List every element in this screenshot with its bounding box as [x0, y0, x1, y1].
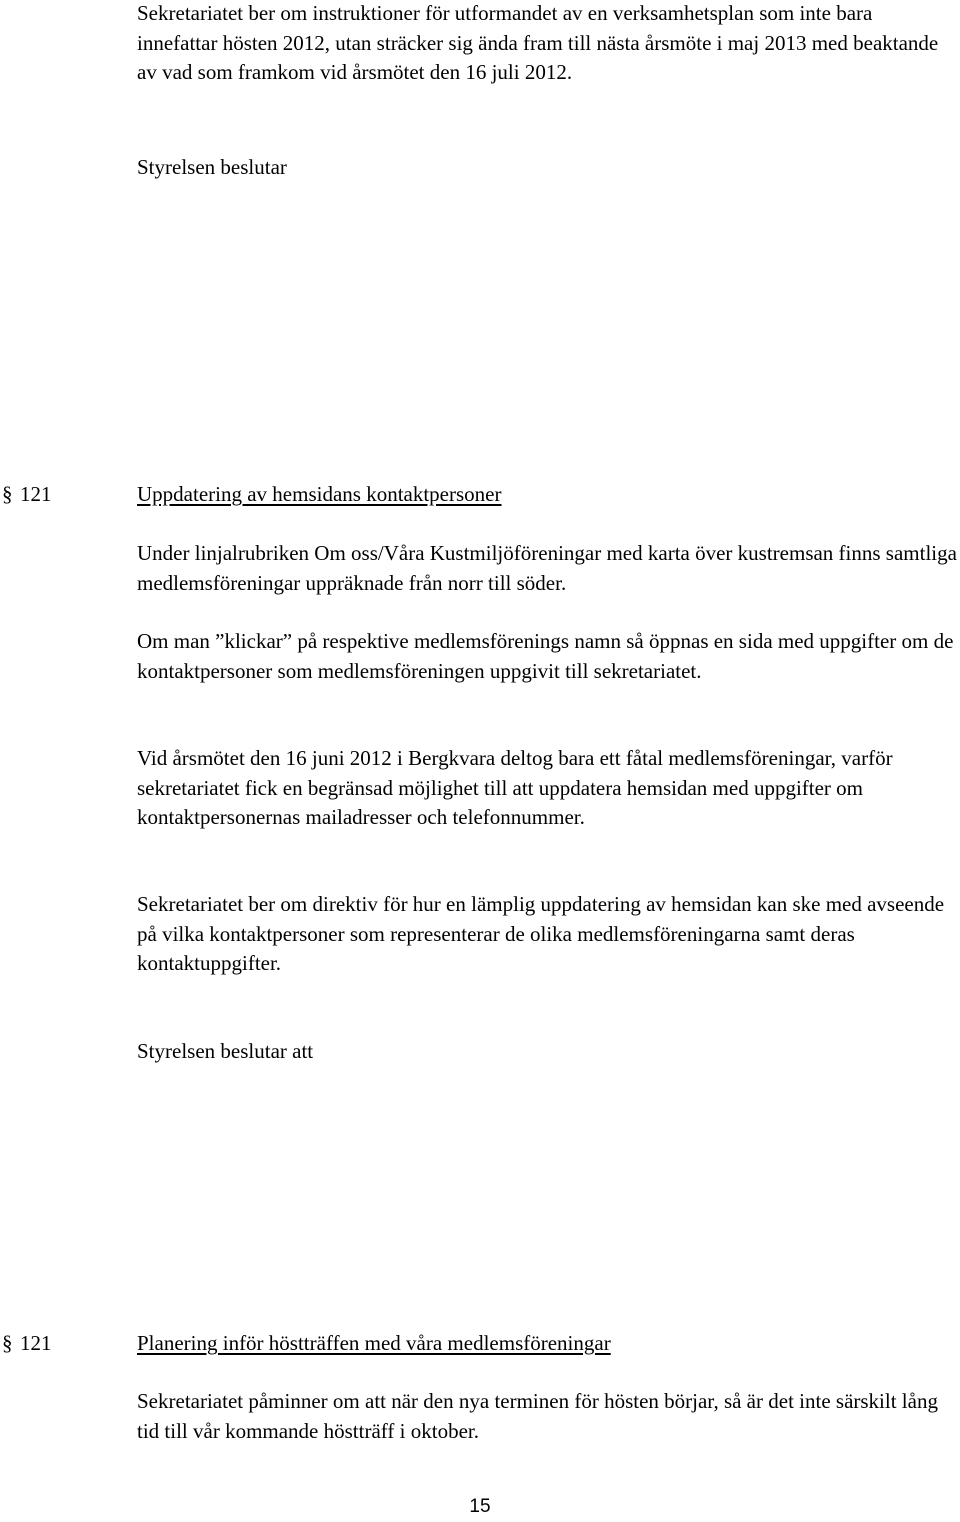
section2-paragraph: Sekretariatet påminner om att när den nya terminen för hösten börjar, så är det inte särskilt lång tid till vår kommande höstträff i oktober.	[137, 1389, 938, 1443]
section1-paragraph-2: Om man ”klickar” på respektive medlemsförenings namn så öppnas en sida med uppgifter om de kontaktpersoner som medlemsföreningen uppgivit till sekretariatet.	[137, 629, 954, 683]
section-symbol: §	[2, 1331, 13, 1355]
intro-decision: Styrelsen beslutar	[137, 155, 287, 179]
section-number: 121	[20, 1331, 52, 1355]
section-heading-2	[0, 1329, 960, 1359]
section1-paragraph-3: Vid årsmötet den 16 juni 2012 i Bergkvara deltog bara ett fåtal medlemsföreningar, varför sekretariatet fick en begränsad möjlighet till att uppdatera hemsidan med uppgifter om kontaktpersonernas mailadresser och telefonnummer.	[137, 746, 893, 829]
intro-paragraph: Sekretariatet ber om instruktioner för utformandet av en verksamhetsplan som inte bara innefattar hösten 2012, utan sträcker sig ända fram till nästa årsmöte i maj 2013 med beaktande av vad som framkom vid årsmötet den 16 juli 2012.	[137, 1, 939, 84]
section-title: Planering inför höstträffen med våra medlemsföreningar	[137, 1331, 611, 1355]
section1-paragraph-1: Under linjalrubriken Om oss/Våra Kustmiljöföreningar med karta över kustremsan finns samtliga medlemsföreningar uppräknade från norr till söder.	[137, 541, 957, 595]
section-heading-1	[0, 480, 960, 510]
section1-paragraph-4: Sekretariatet ber om direktiv för hur en lämplig uppdatering av hemsidan kan ske med avseende på vilka kontaktpersoner som representerar de olika medlemsföreningarna samt deras kontaktuppgifter.	[137, 892, 945, 975]
page-number: 15	[469, 1496, 491, 1517]
section1-decision: Styrelsen beslutar att	[137, 1039, 314, 1063]
section-title: Uppdatering av hemsidans kontaktpersoner	[137, 482, 502, 506]
section-symbol: §	[2, 482, 13, 506]
section-number: 121	[20, 482, 52, 506]
